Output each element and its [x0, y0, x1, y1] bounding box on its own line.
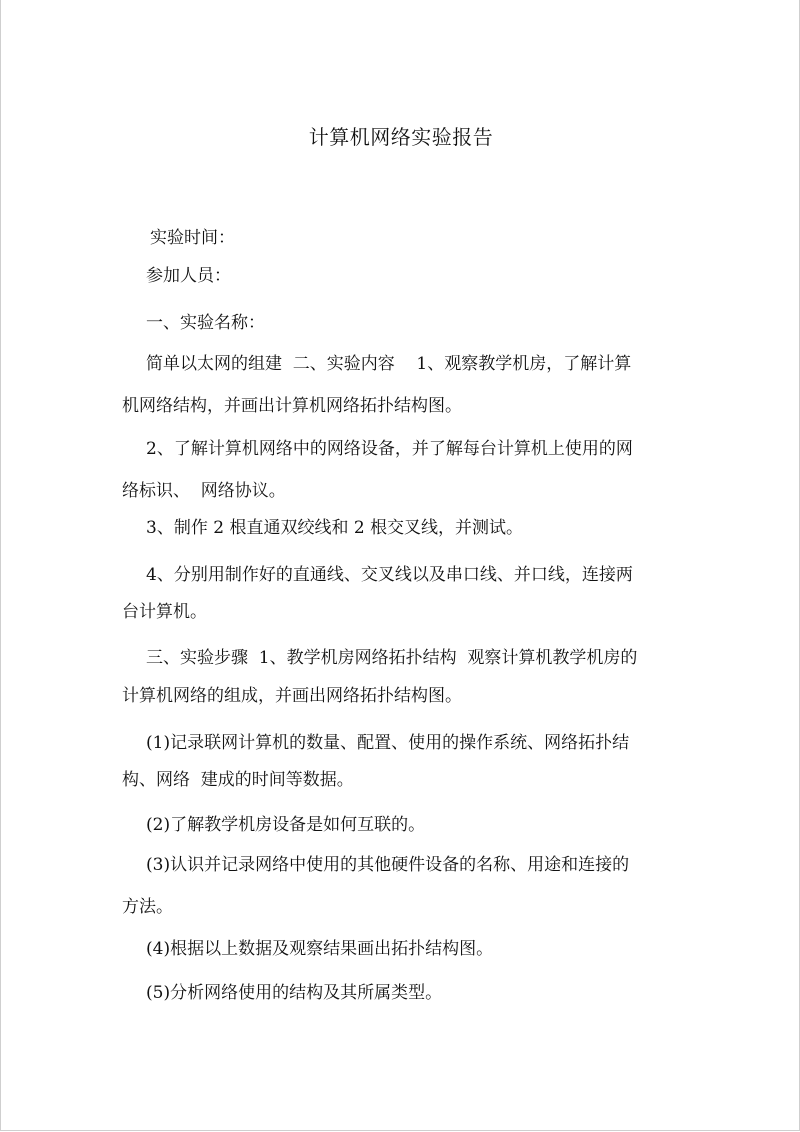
text-line: (4)根据以上数据及观察结果画出拓扑结构图。	[146, 939, 494, 959]
text-line: 台计算机。	[122, 602, 207, 622]
text-line: 方法。	[122, 897, 173, 917]
text-line: 络标识、 网络协议。	[122, 481, 286, 501]
text-line: (1)记录联网计算机的数量、配置、使用的操作系统、网络拓扑结	[146, 733, 630, 753]
text-line: 参加人员：	[146, 266, 231, 286]
text-line: 简单以太网的组建 二、实验内容 1、观察教学机房，了解计算	[146, 354, 632, 374]
text-line: 实验时间：	[150, 228, 235, 248]
text-line: 一、实验名称：	[146, 313, 265, 333]
text-line: 三、实验步骤 1、教学机房网络拓扑结构 观察计算机教学机房的	[146, 648, 638, 668]
text-line: (5)分析网络使用的结构及其所属类型。	[146, 983, 443, 1003]
text-line: 2、了解计算机网络中的网络设备，并了解每台计算机上使用的网	[146, 439, 633, 459]
text-line: 机网络结构，并画出计算机网络拓扑结构图。	[122, 396, 462, 416]
text-line: (3)认识并记录网络中使用的其他硬件设备的名称、用途和连接的	[146, 855, 630, 875]
text-line: 3、制作 2 根直通双绞线和 2 根交叉线，并测试。	[146, 518, 524, 538]
text-line: 构、网络 建成的时间等数据。	[122, 770, 354, 790]
text-line: (2)了解教学机房设备是如何互联的。	[146, 815, 426, 835]
text-line: 计算机网络的组成，并画出网络拓扑结构图。	[122, 686, 462, 706]
text-line: 4、分别用制作好的直通线、交叉线以及串口线、并口线，连接两	[146, 565, 633, 585]
document-title: 计算机网络实验报告	[308, 125, 494, 149]
